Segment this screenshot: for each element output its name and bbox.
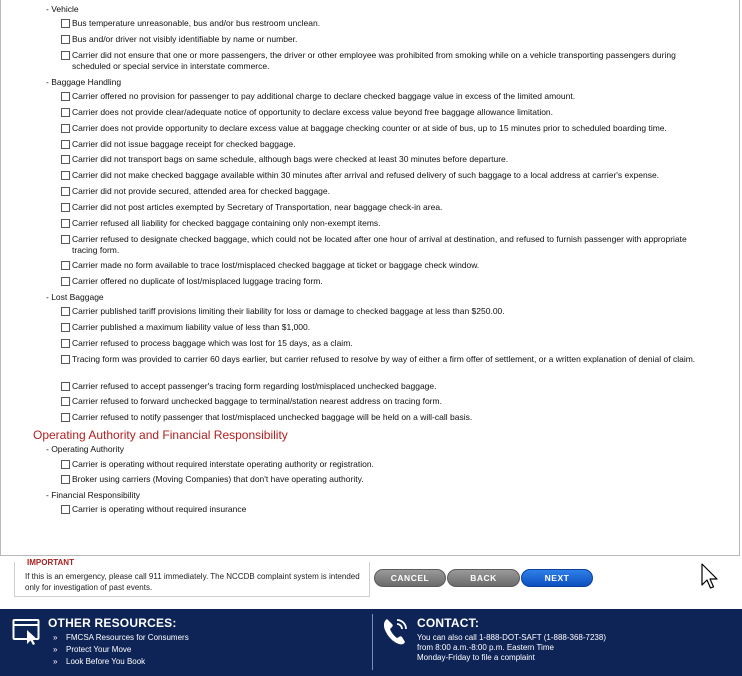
double-chevron-icon: » [53,645,58,654]
checkbox[interactable] [61,505,70,514]
checkbox-item[interactable]: Carrier refused to notify passenger that lost/misplaced unchecked baggage will be held on a will-call basis. [61,412,701,423]
checkbox[interactable] [61,171,70,180]
checkbox[interactable] [61,51,70,60]
checkbox[interactable] [61,382,70,391]
checkbox[interactable] [61,19,70,28]
double-chevron-icon: » [53,657,58,666]
baggage-handling-header: - Baggage Handling [46,77,122,87]
back-button[interactable]: BACK [447,569,520,587]
checkbox-item[interactable]: Bus and/or driver not visibly identifiable by name or number. [61,34,701,45]
checkbox[interactable] [61,261,70,270]
other-resources-title: OTHER RESOURCES: [48,616,177,630]
footer-divider [372,614,373,670]
footer-link[interactable]: » Look Before You Book [53,657,146,666]
checkbox-item[interactable]: Carrier did not provide secured, attended area for checked baggage. [61,186,701,197]
checkbox[interactable] [61,108,70,117]
checkbox-item[interactable]: Carrier did not ensure that one or more passengers, the driver or other employee was prohibited from smoking while on a vehicle transporting passengers during scheduled or special service in interstate commerce. [61,50,701,72]
checkbox-item[interactable]: Carrier refused to designate checked baggage, which could not be located after one hour of arrival at destination, and refused to furnish passenger with appropriate tracing form. [61,234,701,256]
checkbox[interactable] [61,92,70,101]
contact-line: Monday-Friday to file a complaint [417,653,535,662]
checkbox[interactable] [61,413,70,422]
contact-title: CONTACT: [417,616,480,630]
checkbox[interactable] [61,155,70,164]
checkbox-item[interactable]: Carrier did not issue baggage receipt for checked baggage. [61,139,701,150]
checkbox[interactable] [61,397,70,406]
checkbox-item[interactable]: Carrier did not post articles exempted by Secretary of Transportation, near baggage check-in area. [61,202,701,213]
checkbox-item[interactable]: Carrier refused to accept passenger's tracing form regarding lost/misplaced unchecked baggage. [61,381,701,392]
checkbox-item[interactable]: Carrier did not make checked baggage available within 30 minutes after arrival and refused delivery of such baggage to a local address at carrier's expense. [61,170,701,181]
phone-icon [381,615,411,647]
checkbox[interactable] [61,475,70,484]
checkbox[interactable] [61,277,70,286]
checkbox[interactable] [61,307,70,316]
checkbox-item[interactable]: Carrier published tariff provisions limiting their liability for loss or damage to checked baggage at less than $250.00. [61,306,701,317]
checkbox[interactable] [61,339,70,348]
double-chevron-icon: » [53,633,58,642]
vehicle-header: - Vehicle [46,4,79,14]
important-text: If this is an emergency, please call 911 immediately. The NCCDB complaint system is intended only for investigation of past events. [25,572,360,592]
checkbox[interactable] [61,187,70,196]
financial-responsibility-header: - Financial Responsibility [46,490,141,500]
checkbox-item[interactable]: Bus temperature unreasonable, bus and/or bus restroom unclean. [61,18,701,29]
footer-link[interactable]: » FMCSA Resources for Consumers [53,633,189,642]
footer-link[interactable]: » Protect Your Move [53,645,132,654]
checkbox-item[interactable]: Carrier refused all liability for checked baggage containing only non-exempt items. [61,218,701,229]
contact-line: You can also call 1-888-DOT-SAFT (1-888-368-7238) [417,633,606,642]
checkbox-item[interactable]: Carrier did not transport bags on same schedule, although bags were checked at least 30 minutes before departure. [61,154,701,165]
checkbox[interactable] [61,235,70,244]
checkbox-item[interactable]: Carrier refused to process baggage which was lost for 15 days, as a claim. [61,338,701,349]
browser-window-icon [12,618,42,646]
checkbox-item[interactable]: Carrier offered no provision for passenger to pay additional charge to declare checked baggage value in excess of the limited amount. [61,91,701,102]
checkbox-item[interactable]: Carrier does not provide clear/adequate notice of opportunity to declare excess value beyond free baggage allowance limitation. [61,107,701,118]
important-title: IMPORTANT [27,558,74,567]
next-button[interactable]: NEXT [521,569,593,587]
checkbox-item[interactable]: Carrier published a maximum liability value of less than $1,000. [61,322,701,333]
checkbox-item[interactable]: Carrier offered no duplicate of lost/misplaced luggage tracing form. [61,276,701,287]
checkbox-item[interactable]: Carrier is operating without required interstate operating authority or registration. [61,459,701,470]
contact-line: from 8:00 a.m.-8:00 p.m. Eastern Time [417,643,554,652]
checkbox[interactable] [61,355,70,364]
checkbox-item[interactable]: Carrier does not provide opportunity to declare excess value at baggage checking counter or at side of bus, up to 15 minutes prior to scheduled boarding time. [61,123,701,134]
mouse-cursor-icon [700,563,720,591]
checkbox-item[interactable]: Tracing form was provided to carrier 60 days earlier, but carrier refused to resolve by way of either a firm offer of settlement, or a written explanation of denial of claim. [61,354,701,365]
important-notice [14,558,370,597]
checkbox-item[interactable]: Carrier refused to forward unchecked baggage to terminal/station nearest address on tracing form. [61,396,701,407]
checkbox[interactable] [61,124,70,133]
checkbox-item[interactable]: Broker using carriers (Moving Companies) that don't have operating authority. [61,474,701,485]
site-footer [0,609,742,676]
checkbox-item[interactable]: Carrier is operating without required insurance [61,504,701,515]
operating-authority-header: - Operating Authority [46,444,124,454]
checkbox[interactable] [61,323,70,332]
checkbox-item[interactable]: Carrier made no form available to trace lost/misplaced checked baggage at ticket or baggage check window. [61,260,701,271]
checkbox[interactable] [61,203,70,212]
section-title: Operating Authority and Financial Responsibility [33,428,288,442]
checkbox[interactable] [61,35,70,44]
checkbox[interactable] [61,219,70,228]
cancel-button[interactable]: CANCEL [374,569,446,587]
lost-baggage-header: - Lost Baggage [46,292,104,302]
checkbox[interactable] [61,460,70,469]
checkbox[interactable] [61,140,70,149]
